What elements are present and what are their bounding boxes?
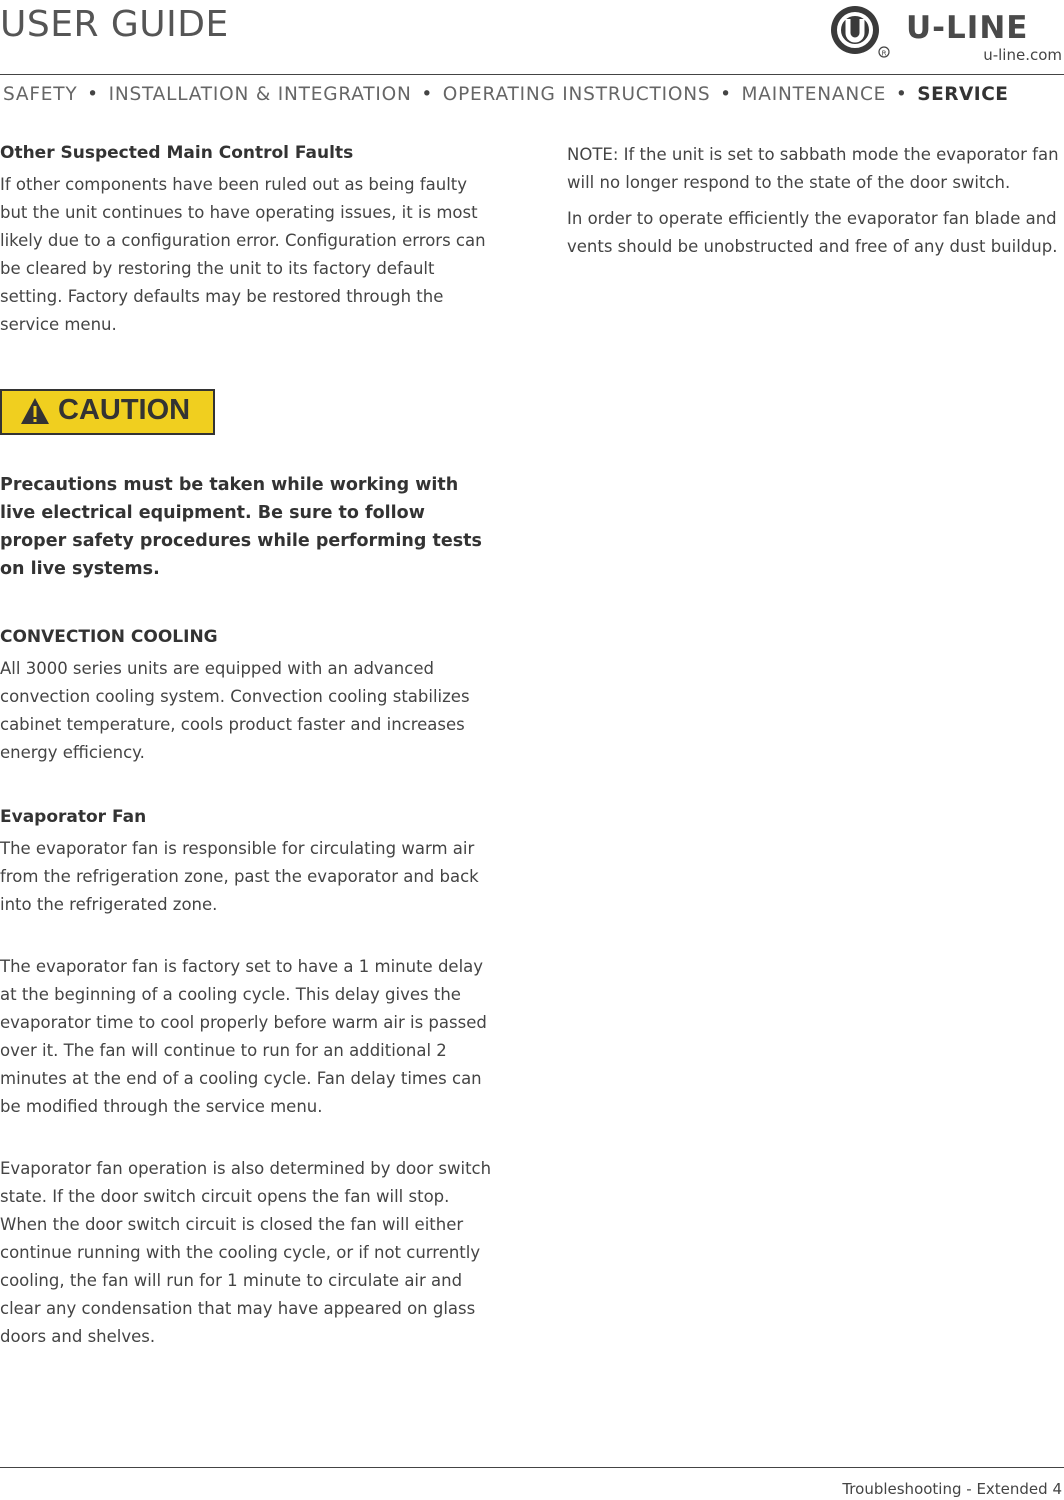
- caution-banner: [0, 389, 215, 435]
- page-footer: Troubleshooting - Extended 4: [842, 1480, 1062, 1498]
- bullet-separator: •: [87, 84, 99, 105]
- evaporator-fan-heading: Evaporator Fan: [0, 807, 147, 827]
- footer-divider: [0, 1467, 1064, 1468]
- fault-paragraph: If other components have been ruled out as being faulty but the unit continues to have operating issues, it is most likely due to a configuration error. Configuration errors can be cleared by restoring the unit to its factory default setting. Factory defaults may be restored through the service menu.: [0, 175, 486, 334]
- warning-triangle-icon: [20, 397, 50, 425]
- nav-item-operating[interactable]: OPERATING INSTRUCTIONS: [442, 84, 711, 105]
- bullet-separator: •: [421, 84, 434, 105]
- brand-wordmark: U-LINE: [906, 10, 1029, 46]
- nav-item-safety[interactable]: SAFETY: [3, 84, 78, 105]
- nav-item-installation[interactable]: INSTALLATION & INTEGRATION: [108, 84, 412, 105]
- brand-url: u-line.com: [983, 46, 1062, 64]
- bullet-separator: •: [895, 84, 908, 105]
- caution-message: Precautions must be taken while working with live electrical equipment. Be sure to follow proper safety procedures while performing tests on live systems.: [0, 475, 482, 579]
- u-line-logo: [830, 2, 1064, 66]
- fault-heading: Other Suspected Main Control Faults: [0, 143, 354, 163]
- page-title: USER GUIDE: [0, 4, 229, 45]
- svg-text:R: R: [881, 49, 887, 58]
- u-line-emblem-icon: [830, 2, 900, 66]
- evaporator-fan-paragraph-2: The evaporator fan is factory set to have a 1 minute delay at the beginning of a cooling cycle. This delay gives the evaporator time to cool properly before warm air is passed over it. The fan will continue to run for an additional 2 minutes at the end of a cooling cycle. Fan delay times can be modified through the service menu.: [0, 957, 487, 1116]
- right-column: [567, 141, 1062, 261]
- nav-item-service[interactable]: SERVICE: [917, 84, 1009, 105]
- left-column: [0, 141, 492, 1351]
- convection-heading: CONVECTION COOLING: [0, 627, 218, 647]
- caution-label: CAUTION: [58, 394, 191, 426]
- header-divider: [0, 74, 1064, 75]
- section-breadcrumb: [3, 84, 1061, 105]
- bullet-separator: •: [720, 84, 732, 105]
- evaporator-fan-paragraph-3: Evaporator fan operation is also determined by door switch state. If the door switch circuit opens the fan will stop. When the door switch circuit is closed the fan will either continue running with the cooling cycle, or if not currently cooling, the fan will run for 1 minute to circulate air and clear any condensation that may have appeared on glass doors and shelves.: [0, 1159, 492, 1346]
- convection-paragraph: All 3000 series units are equipped with an advanced convection cooling system. Convection cooling stabilizes cabinet temperature, cools product faster and increases energy efficiency.: [0, 659, 470, 762]
- sabbath-note: NOTE: If the unit is set to sabbath mode the evaporator fan will no longer respond to the state of the door switch.: [567, 145, 1059, 192]
- nav-item-maintenance[interactable]: MAINTENANCE: [741, 84, 887, 105]
- evaporator-fan-paragraph-1: The evaporator fan is responsible for circulating warm air from the refrigeration zone, past the evaporator and back into the refrigerated zone.: [0, 839, 479, 914]
- efficiency-paragraph: In order to operate efficiently the evaporator fan blade and vents should be unobstructed and free of any dust buildup.: [567, 209, 1058, 256]
